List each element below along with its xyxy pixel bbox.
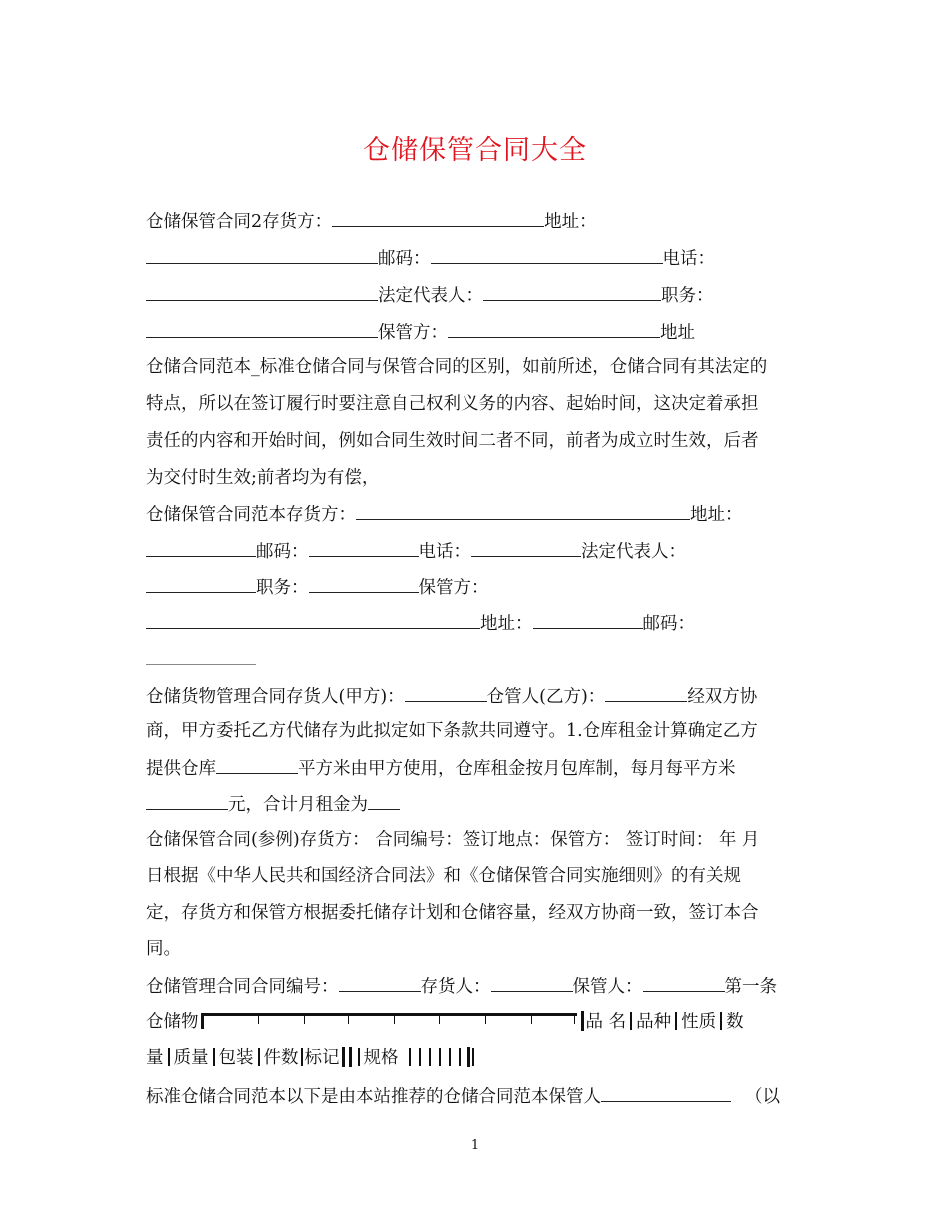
blank	[339, 973, 421, 992]
p7-line1	[146, 1083, 780, 1109]
col-nature: 性质	[681, 1012, 717, 1032]
p1-line3	[146, 282, 714, 308]
blank	[146, 610, 480, 629]
blank	[146, 245, 378, 264]
document-title: 仓储保管合同大全	[363, 135, 587, 166]
blank	[146, 282, 378, 301]
blank	[216, 755, 298, 774]
col-quantity-part1: 数	[726, 1012, 744, 1032]
area-text: 平方米由甲方使用，仓库租金按月包库制，每月每平方米	[298, 759, 736, 779]
provide-warehouse-label: 提供仓库	[146, 759, 216, 779]
col-product-name: 品 名	[585, 1012, 627, 1032]
custodian-label: 保管方：	[418, 578, 489, 598]
blank	[146, 574, 256, 593]
col-spec: 规格	[363, 1048, 399, 1068]
p4-line2: 商，甲方委托乙方代储存为此拟定如下条款共同遵守。1.仓库租金计算确定乙方	[146, 721, 758, 741]
col-variety: 品种	[636, 1012, 672, 1032]
address-label: 地址：	[480, 614, 533, 634]
blank	[491, 973, 573, 992]
blank	[309, 538, 419, 557]
blank	[146, 538, 256, 557]
blank	[483, 282, 661, 301]
table-divider	[581, 1011, 584, 1031]
p4-line1-tail: 经双方协	[687, 687, 758, 707]
blank	[605, 683, 687, 702]
p2-line2: 特点，所以在签订履行时要注意自己权利义务的内容、起始时间，这决定着承担	[146, 394, 759, 414]
address-label: 地址：	[544, 212, 597, 232]
p2-line4: 为交付时生效;前者均为有偿，	[146, 468, 380, 488]
address-label: 地址：	[690, 505, 743, 525]
address-label-2: 地址	[660, 323, 695, 343]
p5-line3: 定，存货方和保管方根据委托储存计划和仓储容量，经双方协商一致，签订本合	[146, 903, 759, 923]
page-number: 1	[470, 1138, 480, 1153]
p3-line4	[146, 610, 695, 636]
col-quantity-part2: 量	[146, 1048, 164, 1068]
blank	[471, 538, 581, 557]
blank	[356, 501, 690, 520]
postcode-label: 邮码：	[642, 614, 695, 634]
p1-line1	[146, 208, 597, 234]
depositor-label: 仓储保管合同范本存货方：	[146, 505, 356, 525]
p3-line5	[146, 646, 256, 672]
legal-rep-label: 法定代表人：	[378, 286, 483, 306]
col-packaging: 包装	[218, 1048, 254, 1068]
p6-line1	[146, 973, 777, 999]
position-label: 职务：	[661, 286, 714, 306]
blank	[601, 1083, 731, 1102]
rent-text: 元，合计月租金为	[228, 795, 368, 815]
blank	[146, 646, 256, 665]
p5-line1: 仓储保管合同(参例)存货方： 合同编号：签订地点：保管方： 签订时间： 年 月	[146, 830, 760, 850]
col-quality: 质量	[173, 1048, 209, 1068]
p3-line1	[146, 501, 743, 527]
blank	[309, 574, 419, 593]
p5-line4: 同。	[146, 939, 181, 959]
p4-line3	[146, 755, 736, 781]
position-label: 职务：	[256, 578, 309, 598]
contract-no-label: 仓储管理合同合同编号：	[146, 977, 339, 997]
article-one-label: 第一条	[724, 977, 777, 997]
p4-line1	[146, 683, 757, 709]
table-rule	[201, 1013, 577, 1029]
col-pieces: 件数	[263, 1048, 299, 1068]
p7-text: 标准仓储合同范本以下是由本站推荐的仓储合同范本保管人	[146, 1087, 601, 1107]
p4-line4	[146, 791, 400, 817]
blank	[368, 791, 400, 810]
blank	[332, 208, 544, 227]
depositor-party-a-label: 仓储货物管理合同存货人(甲方)：	[146, 687, 405, 707]
goods-label: 仓储物	[146, 1012, 199, 1032]
phone-label: 电话：	[662, 249, 715, 269]
depositor-label: 仓储保管合同2存货方：	[146, 212, 333, 232]
p2-line1: 仓储合同范本_标准仓储合同与保管合同的区别，如前所述，仓储合同有其法定的	[146, 357, 768, 377]
p1-line4	[146, 319, 695, 345]
p3-line2	[146, 538, 686, 564]
phone-label: 电话：	[418, 542, 471, 562]
depositor-label: 存货人：	[420, 977, 491, 997]
custodian-label: 保管人：	[572, 977, 643, 997]
warehouse-party-b-label: 仓管人(乙方)：	[486, 687, 606, 707]
blank	[146, 319, 378, 338]
p1-line2	[146, 245, 715, 271]
p3-line3	[146, 574, 489, 600]
postcode-label: 邮码：	[378, 249, 431, 269]
blank	[146, 791, 228, 810]
p7-tail: （以	[745, 1087, 780, 1107]
blank	[405, 683, 487, 702]
blank	[643, 973, 725, 992]
col-mark: 标记	[304, 1048, 340, 1068]
p5-line2: 日根据《中华人民共和国经济合同法》和《仓储保管合同实施细则》的有关规	[146, 866, 741, 886]
p2-line3: 责任的内容和开始时间，例如合同生效时间二者不同，前者为成立时生效，后者	[146, 431, 759, 451]
blank	[431, 245, 663, 264]
p6-line2	[146, 1010, 744, 1034]
custodian-label: 保管方：	[378, 323, 448, 343]
blank	[533, 610, 643, 629]
postcode-label: 邮码：	[256, 542, 309, 562]
p6-line3	[146, 1046, 478, 1070]
blank	[448, 319, 660, 338]
legal-rep-label: 法定代表人：	[581, 542, 686, 562]
